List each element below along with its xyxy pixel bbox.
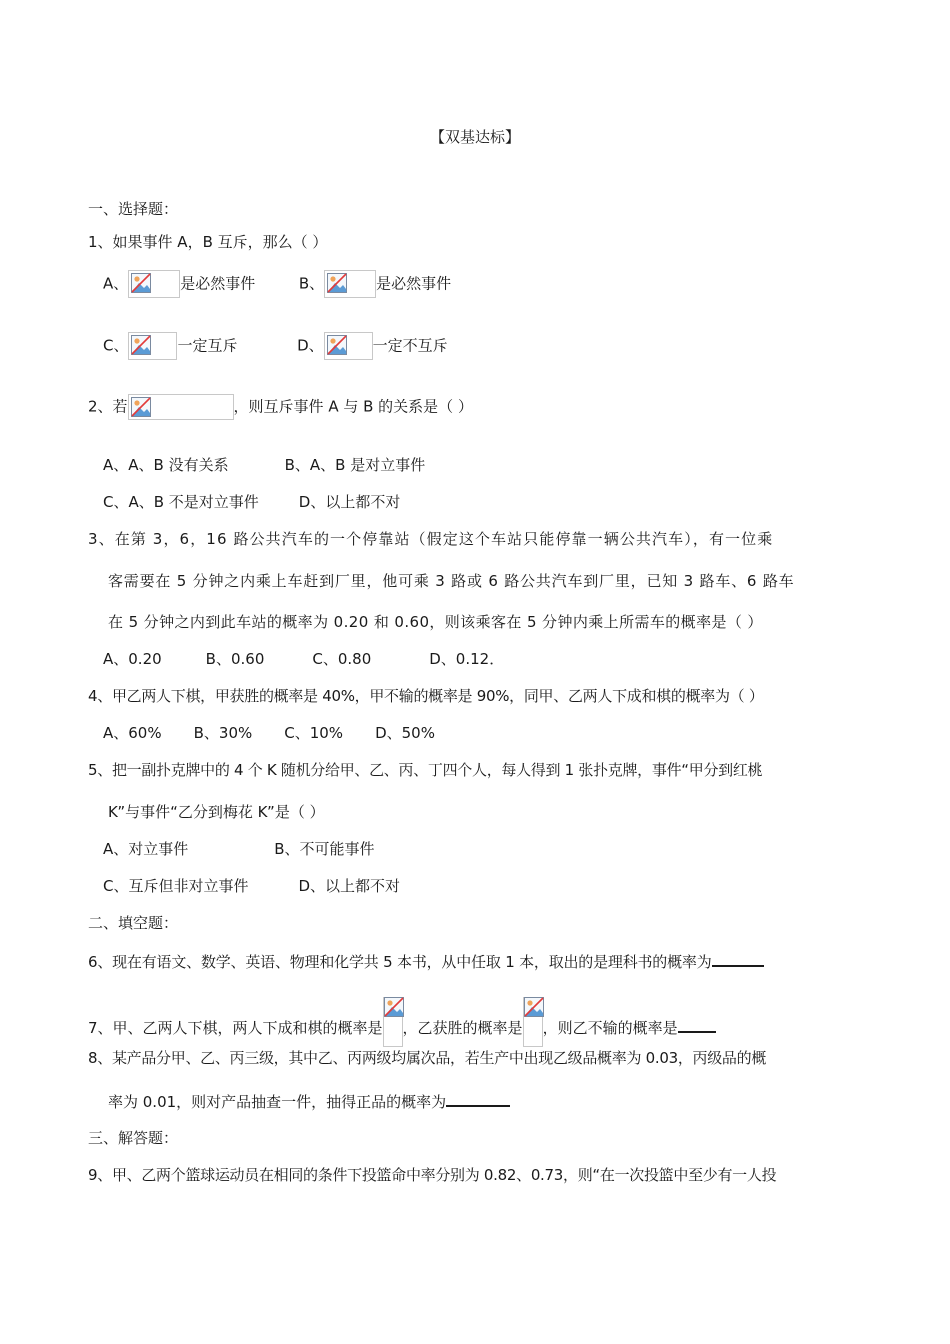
question-1-options-cd	[103, 332, 448, 360]
option-d-text: 一定不互斥	[372, 336, 448, 355]
option-b-label: B、	[298, 274, 325, 293]
question-5-options-cd	[103, 875, 400, 897]
answer-blank	[446, 1089, 510, 1107]
question-2-options-ab	[103, 454, 425, 476]
option-a-text: A、60%	[103, 724, 162, 742]
fraction-image-placeholder	[383, 997, 403, 1047]
answer-blank	[678, 1015, 716, 1033]
question-3-line-2: 客需要在 5 分钟之内乘上车赶到厂里，他可乘 3 路或 6 路公共汽车到厂里，已知 3 路车、6 路车	[108, 572, 795, 590]
option-c-text: C、10%	[284, 724, 344, 742]
question-4-stem: 4、甲乙两人下棋，甲获胜的概率是 40%，甲不输的概率是 90%，同甲、乙两人下成和棋的概率为（ ）	[88, 687, 764, 705]
formula-image-placeholder	[128, 270, 180, 298]
question-2-suffix: ，则互斥事件 A 与 B 的关系是（ ）	[233, 397, 473, 416]
question-9-line-1: 9、甲、乙两个篮球运动员在相同的条件下投篮命中率分别为 0.82、0.73，则“在一次投篮中至少有一人投	[88, 1166, 777, 1184]
broken-image-icon	[131, 335, 151, 355]
option-a-text: A、A、B 没有关系	[103, 456, 229, 474]
option-c-text: C、0.80	[312, 650, 372, 668]
option-d-text: D、0.12．	[429, 650, 505, 668]
question-3-options	[103, 648, 504, 670]
question-5-line-2: K”与事件“乙分到梅花 K”是（ ）	[108, 803, 325, 821]
formula-image-placeholder	[128, 394, 234, 420]
option-a-text: 是必然事件	[180, 274, 256, 293]
question-7-part-1: 7、甲、乙两人下棋，两人下成和棋的概率是	[88, 1019, 383, 1037]
page-title: 【双基达标】	[429, 128, 520, 146]
section-heading-choice: 一、选择题：	[88, 200, 179, 218]
option-c-text: 一定互斥	[177, 336, 238, 355]
option-d-label: D、	[297, 336, 324, 355]
option-b-text: B、A、B 是对立事件	[284, 456, 426, 474]
option-c-text: C、A、B 不是对立事件	[103, 493, 259, 511]
option-a-label: A、	[103, 274, 129, 293]
question-2-stem	[88, 394, 473, 420]
section-heading-solve: 三、解答题：	[88, 1129, 179, 1147]
formula-image-placeholder	[324, 270, 376, 298]
answer-blank	[712, 949, 764, 967]
option-a-text: A、0.20	[103, 650, 162, 668]
option-b-text: B、0.60	[205, 650, 265, 668]
question-1-options-ab	[103, 270, 451, 298]
option-b-text: B、不可能事件	[274, 840, 375, 858]
option-a-text: A、对立事件	[103, 840, 189, 858]
section-heading-fill: 二、填空题：	[88, 914, 179, 932]
option-d-text: D、以上都不对	[298, 493, 401, 511]
broken-image-icon	[131, 273, 151, 293]
broken-image-icon	[384, 997, 404, 1017]
broken-image-icon	[524, 997, 544, 1017]
question-7-part-3: ，则乙不输的概率是	[542, 1019, 678, 1037]
option-b-text: B、30%	[193, 724, 253, 742]
broken-image-icon	[131, 397, 151, 417]
question-7	[88, 997, 716, 1047]
question-7-part-2: ，乙获胜的概率是	[402, 1019, 523, 1037]
formula-image-placeholder	[324, 332, 373, 360]
question-6-stem: 6、现在有语文、数学、英语、物理和化学共 5 本书，从中任取 1 本，取出的是理科书的概率为	[88, 953, 712, 971]
question-5-line-1: 5、把一副扑克牌中的 4 个 K 随机分给甲、乙、丙、丁四个人，每人得到 1 张扑克牌，事件“甲分到红桃	[88, 761, 763, 779]
question-4-options	[103, 722, 435, 744]
option-c-text: C、互斥但非对立事件	[103, 877, 249, 895]
question-3-line-1: 3、在第 3，6，16 路公共汽车的一个停靠站（假定这个车站只能停靠一辆公共汽车），有一位乘	[88, 530, 774, 548]
option-b-text: 是必然事件	[376, 274, 452, 293]
formula-image-placeholder	[128, 332, 177, 360]
question-2-prefix: 2、若	[88, 397, 128, 416]
question-5-options-ab	[103, 838, 375, 860]
question-8-line-2	[108, 1089, 510, 1113]
question-3-line-3: 在 5 分钟之内到此车站的概率为 0.20 和 0.60，则该乘客在 5 分钟内乘上所需车的概率是（ ）	[108, 613, 763, 631]
option-c-label: C、	[103, 336, 129, 355]
question-6	[88, 949, 764, 973]
option-d-text: D、以上都不对	[298, 877, 401, 895]
question-2-options-cd	[103, 491, 400, 513]
fraction-image-placeholder	[523, 997, 543, 1047]
question-1-stem: 1、如果事件 A，B 互斥，那么（ ）	[88, 233, 328, 251]
broken-image-icon	[327, 335, 347, 355]
broken-image-icon	[327, 273, 347, 293]
option-d-text: D、50%	[375, 724, 435, 742]
question-8-line-2-text: 率为 0.01，则对产品抽查一件，抽得正品的概率为	[108, 1093, 447, 1111]
question-8-line-1: 8、某产品分甲、乙、丙三级，其中乙、丙两级均属次品，若生产中出现乙级品概率为 0.03，丙级品的概	[88, 1049, 767, 1067]
